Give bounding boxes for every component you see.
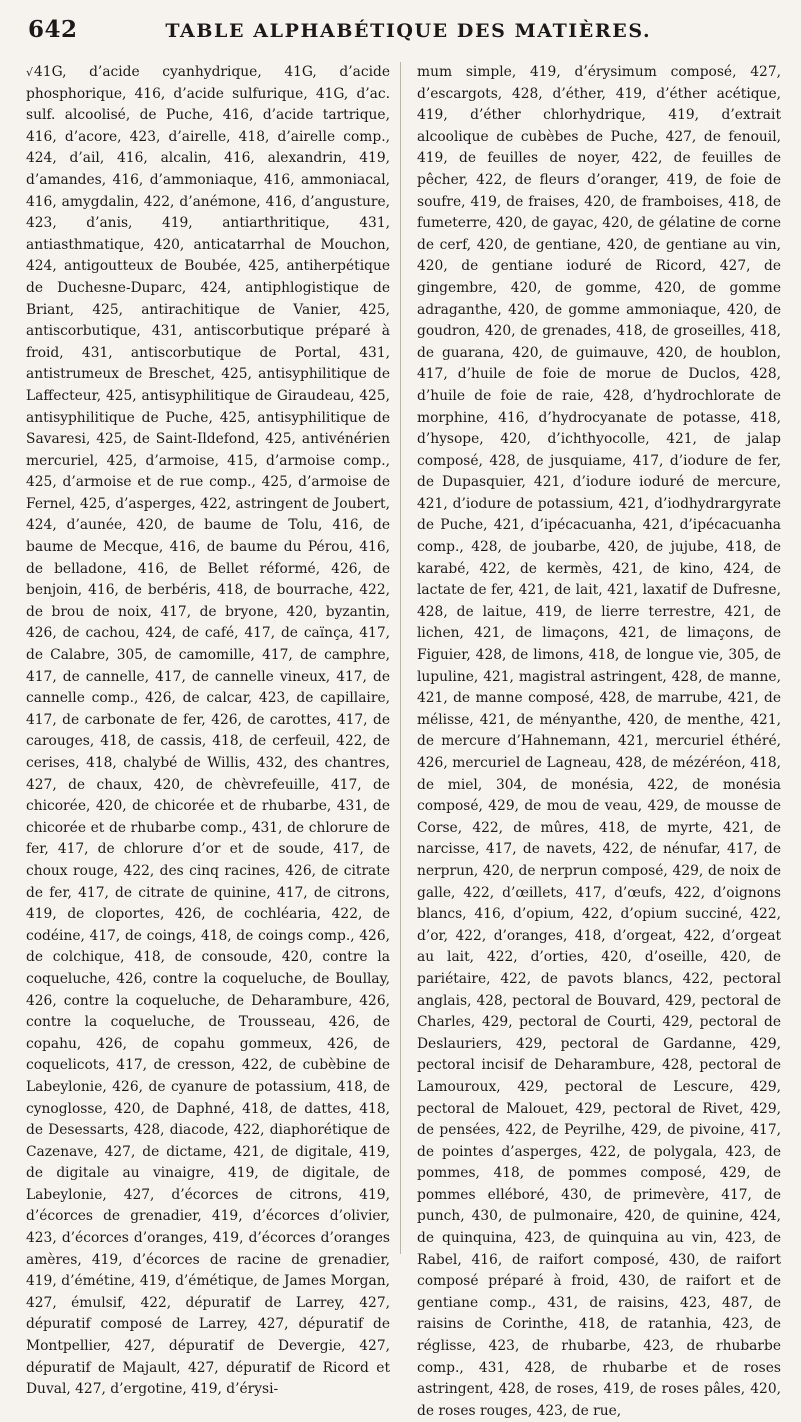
- index-column-right-text: mum simple, 419, d’érysimum composé, 427, d’escargots, 428, d’éther, 419, d’éther acétique, 419, d’éther chlorhydrique, 419, d’extrait alcoolique de cubèbes de Puche, 427, de fenouil, 419, de feuilles de noyer, 422, de feuilles de pêcher, 422, de fleurs d’oranger, 419, de foie de soufre, 419, de fraises, 420, de framboises, 418, de fumeterre, 420, de gayac, 420, de gélatine de corne de cerf, 420, de gentiane, 420, de gentiane au vin, 420, de gentiane ioduré de Ricord, 427, de gingembre, 420, de gomme, 420, de gomme adraganthe, 420, de gomme ammoniaque, 420, de goudron, 420, de grenades, 418, de groseilles, 418, de guarana, 420, de guimauve, 420, de houblon, 417, d’huile de foie de morue de Duclos, 428, d’huile de foie de raie, 428, d’hydrochlorate de morphine, 416, d’hydrocyanate de potasse, 418, d’hysope, 420, d’ichthyocolle, 421, de jalap composé, 428, de jusquiame, 417, d’iodure de fer, de Dupasquier, 421, d’iodure ioduré de mercure, 421, d’iodure de potassium, 421, d’iodhydrargyrate de Puche, 421, d’ipécacuanha, 421, d’ipécacuanha comp., 428, de joubarbe, 420, de jujube, 418, de karabé, 422, de kermès, 421, de kino, 424, de lactate de fer, 421, de lait, 421, laxatif de Dufresne, 428, de laitue, 419, de lierre terrestre, 421, de lichen, 421, de limaçons, 421, de limaçons, de Figuier, 428, de limons, 418, de longue vie, 305, de lupuline, 421, magistral astringent, 428, de manne, 421, de manne composé, 428, de marrube, 421, de mélisse, 421, de ményanthe, 420, de menthe, 421, de mercure d’Hahnemann, 421, mercuriel éthéré, 426, mercuriel de Lagneau, 428, de mézéréon, 418, de miel, 304, de monésia, 422, de monésia composé, 429, de mou de veau, 429, de mousse de Corse, 422, de mûres, 418, de myrte, 421, de narcisse, 417, de navets, 422, de nénufar, 417, de nerprun, 420, de nerprun composé, 429, de noix de galle, 422, d’œillets, 417, d’œufs, 422, d’oignons blancs, 416, d’opium, 422, d’opium succiné, 422, d’or, 422, d’oranges, 418, d’orgeat, 422, d’orgeat au lait, 422, d’orties, 420, d’oseille, 420, de pariétaire, 422, de pavots blancs, 422, pectoral anglais, 428, pectoral de Bouvard, 429, pectoral de Charles, 429, pectoral de Courti, 429, pectoral de Deslauriers, 429, pectoral de Gardanne, 429, pectoral incisif de Deharambure, 428, pectoral de Lamouroux, 429, pectoral de Lescure, 429, pectoral de Malouet, 429, pectoral de Rivet, 429, de pensées, 422, de Peyrilhe, 429, de pivoine, 417, de pointes d’asperges, 422, de polygala, 423, de pommes, 418, de pommes composé, 429, de pommes elléboré, 430, de primevère, 417, de punch, 430, de pulmonaire, 420, de quinine, 424, de quinquina, 423, de quinquina au vin, 423, de Rabel, 416, de raifort composé, 430, de raifort composé préparé à froid, 430, de raifort et de gentiane comp., 431, de raisins, 423, 487, de raisins de Corinthe, 418, de ratanhia, 423, de réglisse, 423, de rhubarbe, 423, de rhubarbe comp., 431, 428, de rhubarbe et de roses astringent, 428, de roses, 419, de roses pâles, 420, de roses rouges, 423, de rue,: [417, 64, 781, 1419]
- index-column-right: [415, 62, 781, 1419]
- running-title: TABLE ALPHABÉTIQUE DES MATIÈRES.: [165, 20, 652, 42]
- page-number: 642: [28, 16, 78, 43]
- margin-check-mark: √: [26, 66, 34, 79]
- page-header: [28, 16, 779, 46]
- index-columns: [26, 62, 781, 1419]
- index-column-left-text: 41G, d’acide cyanhydrique, 41G, d’acide phosphorique, 416, d’acide sulfurique, 41G, d’ac. sulf. alcoolisé, de Puche, 416, d’acide tartrique, 416, d’acore, 423, d’airelle, 418, d’airelle comp., 424, d’ail, 416, alcalin, 416, alexandrin, 419, d’amandes, 416, d’ammoniaque, 416, ammoniacal, 416, amygdalin, 422, d’anémone, 416, d’angusture, 423, d’anis, 419, antiarthritique, 431, antiasthmatique, 420, anticatarrhal de Mouchon, 424, antigoutteux de Boubée, 425, antiherpétique de Duchesne-Duparc, 424, antiphlogistique de Briant, 425, antirachitique de Vanier, 425, antiscorbutique, 431, antiscorbutique préparé à froid, 431, antiscorbutique de Portal, 431, antistrumeux de Breschet, 425, antisyphilitique de Laffecteur, 425, antisyphilitique de Giraudeau, 425, antisyphilitique de Puche, 425, antisyphilitique de Savaresi, 425, de Saint-Ildefond, 425, antivénérien mercuriel, 425, d’armoise, 415, d’armoise comp., 425, d’armoise et de rue comp., 425, d’armoise de Fernel, 425, d’asperges, 422, astringent de Joubert, 424, d’aunée, 420, de baume de Tolu, 416, de baume de Mecque, 416, de baume du Pérou, 416, de belladone, 416, de Bellet réformé, 426, de benjoin, 416, de berbéris, 418, de bourrache, 422, de brou de noix, 417, de bryone, 420, byzantin, 426, de cachou, 424, de café, 417, de caïnça, 417, de Calabre, 305, de camomille, 417, de camphre, 417, de cannelle, 417, de cannelle vineux, 417, de cannelle comp., 426, de calcar, 423, de capillaire, 417, de carbonate de fer, 426, de carottes, 417, de carouges, 418, de cassis, 418, de cerfeuil, 422, de cerises, 418, chalybé de Willis, 432, des chantres, 427, de chaux, 420, de chèvrefeuille, 417, de chicorée, 420, de chicorée et de rhubarbe, 431, de chicorée et de rhubarbe comp., 431, de chlorure de fer, 417, de chlorure d’or et de soude, 417, de choux rouge, 422, des cinq racines, 426, de citrate de fer, 417, de citrate de quinine, 417, de citrons, 419, de cloportes, 426, de cochléaria, 422, de codéine, 417, de coings, 418, de coings comp., 426, de colchique, 418, de consoude, 420, contre la coqueluche, 426, contre la coqueluche, de Boullay, 426, contre la coqueluche, de Deharambure, 426, contre la coqueluche, de Trousseau, 426, de copahu, 426, de copahu gommeux, 426, de coquelicots, 417, de cresson, 422, de cubèbine de Labeylonie, 426, de cyanure de potassium, 418, de cynoglosse, 420, de Daphné, 418, de dattes, 418, de Desessarts, 428, diacode, 422, diaphorétique de Cazenave, 427, de dictame, 421, de digitale, 419, de digitale au vinaigre, 419, de digitale, de Labeylonie, 427, d’écorces de citrons, 419, d’écorces de grenadier, 419, d’écorces d’olivier, 423, d’écorces d’oranges, 419, d’écorces d’oranges amères, 419, d’écorces de racine de grenadier, 419, d’émétine, 419, d’émétique, de James Morgan, 427, émulsif, 422, dépuratif de Larrey, 427, dépuratif composé de Larrey, 427, dépuratif de Montpellier, 427, dépuratif de Devergie, 427, dépuratif de Majault, 427, dépuratif de Ricord et Duval, 427, d’ergotine, 419, d’érysi-: [26, 64, 390, 1398]
- index-column-left: [26, 62, 401, 1398]
